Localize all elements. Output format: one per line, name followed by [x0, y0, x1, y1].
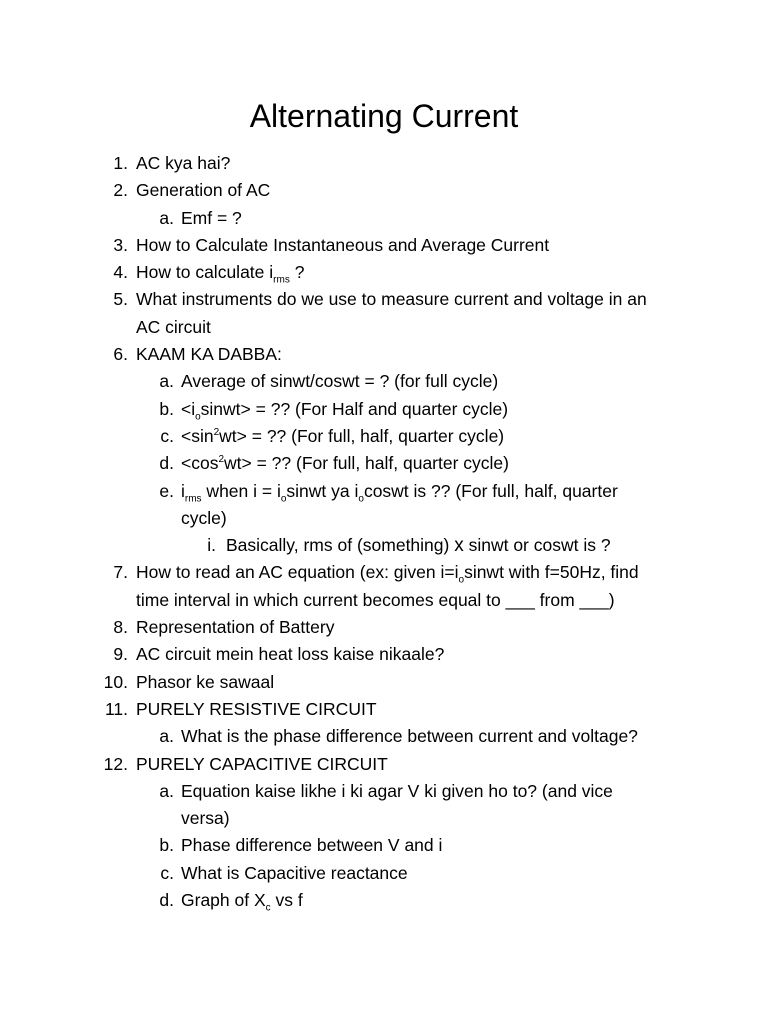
sub-list-item	[0, 832, 768, 859]
list-marker: d.	[159, 453, 174, 474]
list-item-text: Phasor ke sawaal	[136, 671, 275, 692]
superscript: 2	[218, 454, 225, 466]
list-item	[0, 751, 768, 778]
list-marker: c.	[160, 425, 174, 446]
list-marker: a.	[159, 726, 174, 747]
sub-sub-list-item	[0, 532, 768, 559]
subscript: rms	[184, 493, 202, 505]
list-item	[0, 559, 768, 614]
list-marker: 7.	[113, 562, 128, 583]
list-item-text: AC circuit mein heat loss kaise nikaale?	[136, 644, 445, 665]
list-item-text	[136, 559, 639, 614]
list-marker: i.	[207, 535, 216, 556]
sub-list-item	[0, 478, 768, 533]
text-part: <cos	[181, 453, 219, 474]
list-item-text: How to Calculate Instantaneous and Average Current	[136, 234, 550, 255]
list-item-text	[136, 286, 647, 341]
list-marker: c.	[160, 862, 174, 883]
superscript: 2	[213, 427, 220, 439]
list-item-text: What is the phase difference between current and voltage?	[181, 726, 638, 747]
text-part: sinwt ya i	[286, 480, 359, 501]
text-part: vs f	[270, 890, 303, 911]
sub-list-item	[0, 723, 768, 750]
list-item-text	[181, 478, 618, 533]
list-marker: 10.	[103, 671, 128, 692]
sub-list-item	[0, 205, 768, 232]
text-part: i	[181, 480, 185, 501]
text-part: Basically, rms of (something)	[226, 535, 455, 556]
text-part: wt> = ?? (For full, half, quarter cycle)	[219, 425, 505, 446]
list-item	[0, 341, 768, 368]
list-marker: 3.	[113, 234, 128, 255]
text-part: sinwt> = ?? (For Half and quarter cycle)	[200, 398, 509, 419]
list-item	[0, 286, 768, 341]
text-part: <i	[181, 398, 196, 419]
sub-list-item	[0, 423, 768, 450]
subscript: c	[265, 902, 271, 914]
text-line: time interval in which current becomes equal to ___ from ___)	[136, 589, 615, 610]
list-marker: 2.	[113, 180, 128, 201]
text-part: when i = i	[201, 480, 281, 501]
text-part: sinwt with f=50Hz, find	[464, 562, 639, 583]
list-item-text	[181, 396, 508, 423]
list-item-text	[181, 423, 504, 450]
list-marker: 5.	[113, 289, 128, 310]
list-marker: 12.	[103, 753, 128, 774]
sub-list-item	[0, 887, 768, 914]
list-marker: a.	[159, 780, 174, 801]
list-item	[0, 614, 768, 641]
list-item-text: PURELY RESISTIVE CIRCUIT	[136, 698, 377, 719]
list-item	[0, 177, 768, 204]
subscript: o	[458, 574, 465, 586]
sub-list-item	[0, 778, 768, 833]
sub-list-item	[0, 860, 768, 887]
text-part: How to read an AC equation (ex: given i=i	[136, 562, 459, 583]
text-part: ?	[289, 262, 305, 283]
list-item	[0, 641, 768, 668]
list-item	[0, 696, 768, 723]
list-item-text	[226, 532, 611, 559]
topic-outline	[0, 150, 768, 914]
sub-list-item	[0, 396, 768, 423]
text-line: Equation kaise likhe i ki agar V ki given ho to? (and vice	[181, 780, 613, 801]
text-line: AC circuit	[136, 316, 211, 337]
list-item-text	[136, 259, 304, 286]
list-marker: b.	[159, 835, 174, 856]
text-part: Graph of X	[181, 890, 266, 911]
list-item-text: Emf = ?	[181, 207, 242, 228]
text-part: <sin	[181, 425, 214, 446]
subscript: o	[280, 493, 287, 505]
sub-list-item	[0, 450, 768, 477]
list-item	[0, 232, 768, 259]
text-line: versa)	[181, 808, 230, 829]
list-marker: 1.	[113, 153, 128, 173]
sub-list-item	[0, 368, 768, 395]
list-marker: 6.	[113, 344, 128, 365]
text-line: What instruments do we use to measure current and voltage in an	[136, 289, 647, 310]
text-part: coswt is ?? (For full, half, quarter	[363, 480, 618, 501]
list-marker: a.	[159, 207, 174, 228]
text-part: wt> = ?? (For full, half, quarter cycle)	[224, 453, 509, 474]
list-item	[0, 150, 768, 177]
text-part: How to calculate i	[136, 262, 274, 283]
list-marker: e.	[159, 480, 174, 501]
document-title: Alternating Current	[249, 98, 519, 134]
list-item-text: Phase difference between V and i	[181, 835, 443, 856]
list-marker: 9.	[113, 644, 128, 665]
list-marker: b.	[159, 398, 174, 419]
multiply-symbol: x	[454, 535, 464, 557]
list-item-text: What is Capacitive reactance	[181, 862, 408, 883]
list-item-text	[181, 778, 613, 833]
list-item-text: PURELY CAPACITIVE CIRCUIT	[136, 753, 388, 774]
list-item-text: AC kya hai?	[136, 153, 231, 173]
list-marker: a.	[159, 371, 174, 392]
list-item-text	[181, 450, 509, 477]
subscript: rms	[273, 274, 290, 286]
list-marker: d.	[159, 890, 174, 911]
list-item-text: Representation of Battery	[136, 617, 335, 638]
list-marker: 11.	[104, 698, 128, 719]
subscript: o	[358, 493, 364, 505]
subscript: o	[195, 411, 201, 423]
list-item-text: Generation of AC	[136, 180, 271, 201]
list-item-text	[181, 887, 303, 914]
list-marker: 8.	[113, 617, 128, 638]
list-item	[0, 669, 768, 696]
text-line: cycle)	[181, 507, 227, 528]
list-item-text: KAAM KA DABBA:	[136, 344, 282, 365]
list-item-text: Average of sinwt/coswt = ? (for full cycle)	[181, 371, 499, 392]
list-item	[0, 259, 768, 286]
text-part: sinwt or coswt is ?	[463, 535, 611, 556]
list-marker: 4.	[113, 262, 128, 283]
